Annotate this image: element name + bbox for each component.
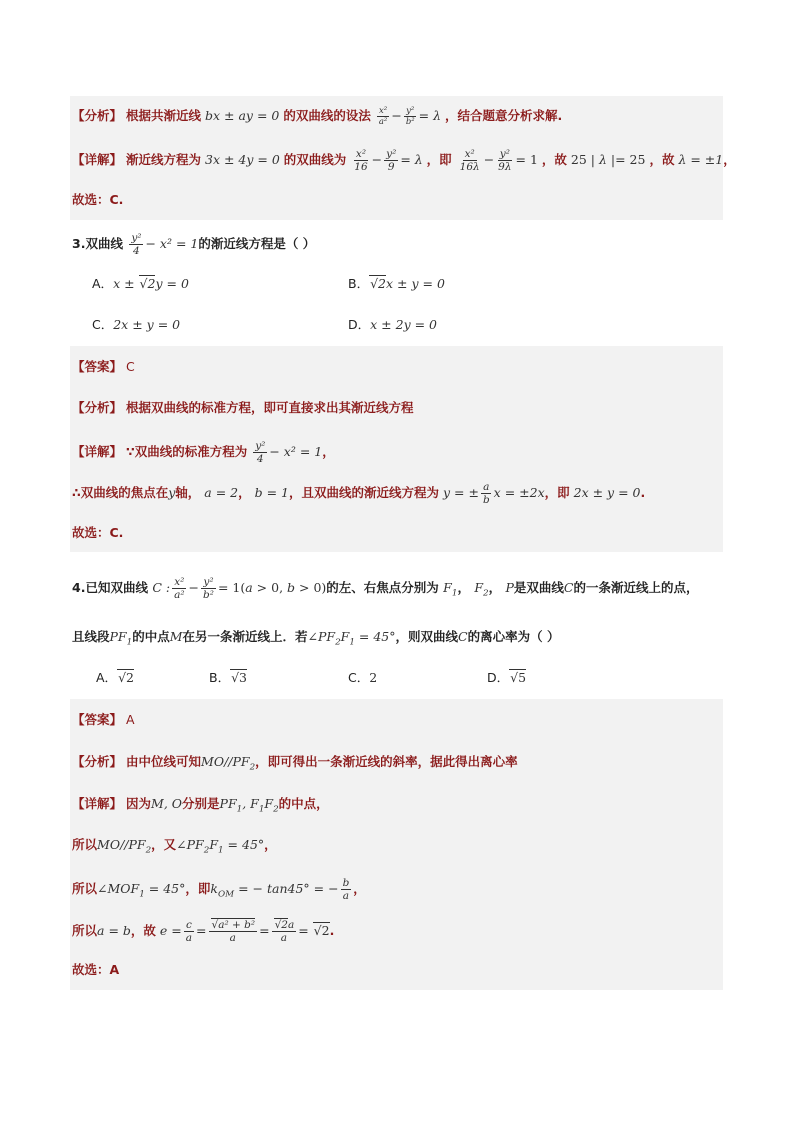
block1-choice: 故选：C.	[72, 192, 124, 207]
q3-option-c[interactable]: C．2x ± y = 0	[92, 317, 181, 332]
question-4-stem-2: 且线段$PF_1$的中点M在另一条渐近线上．若$\angle PF_2F_1 = 45^\circ$，则双曲线C的离心率为（ ）	[72, 629, 560, 648]
q3-choice: 故选：C.	[72, 525, 124, 540]
fraction: $\frac{\text{y²}}{9\lambda}$	[498, 148, 512, 173]
q4-option-c[interactable]: C．2	[348, 670, 378, 685]
q4-option-b[interactable]: B．√3	[209, 670, 247, 685]
question-3-stem: 3.双曲线 $\frac{\text{y²}}{4}$ − x² = 1的渐近线方程是（ ）	[72, 232, 316, 257]
fraction: $\frac{\text{y²}}{\text{b²}}$	[405, 106, 415, 127]
q3-option-b[interactable]: B．√2x ± y = 0	[348, 276, 445, 291]
q3-option-a[interactable]: A．x ± √2y = 0	[92, 276, 189, 291]
fraction: $\frac{\text{x²}}{\text{a²}}$	[378, 106, 388, 127]
q3-detail-line-2: ∴双曲线的焦点在y轴， a = 2， b = 1，且双曲线的渐近线方程为 y = ± $\frac{a}{b}$ x = ±2x，即 2x ± y = 0.	[72, 481, 646, 506]
fraction: $\frac{b}{a}$	[342, 877, 350, 902]
fraction: $\frac{√2a}{a}$	[272, 919, 297, 944]
detail-label: 【详解】	[72, 152, 123, 167]
q4-analysis-line: 【分析】 由中位线可知$MO//PF_2$，即可得出一条渐近线的斜率，据此得出离心率	[72, 754, 518, 773]
fraction: $\frac{\text{√a² + b²}}{a}$	[209, 919, 258, 944]
block1-analysis-line: 【分析】 根据共渐近线 bx ± ay = 0 的双曲线的设法 $\frac{\text{x²}}{\text{a²}}$ − $\frac{\text{y²}}{\text{b²}}$ = λ ，结合题意分析求解.	[72, 106, 563, 127]
fraction: $\frac{c}{a}$	[185, 919, 193, 944]
q4-detail-line-4: 所以a = b，故 e = $\frac{c}{a}$ = $\frac{\text{√a² + b²}}{a}$ = $\frac{√2a}{a}$ = √2.	[72, 919, 335, 944]
analysis-label: 【分析】	[72, 108, 123, 123]
q3-answer: C	[126, 359, 135, 374]
q3-detail-line: 【详解】 ∵双曲线的标准方程为 $\frac{\text{y²}}{4}$ − x² = 1，	[72, 440, 335, 465]
formula: 3x ± 4y = 0	[205, 152, 280, 167]
q4-detail-line-3: 所以$\angle MOF_1 = 45^\circ$，即$k_{OM}$ = − tan45° = − $\frac{b}{a}$ ，	[72, 877, 366, 902]
q3-option-d[interactable]: D．x ± 2y = 0	[348, 317, 437, 332]
fraction: $\frac{\text{y²}}{9}$	[386, 148, 397, 173]
fraction: $\frac{\text{y²}}{\text{b²}}$	[203, 576, 214, 601]
q4-answer-line: 【答案】 A	[72, 712, 135, 727]
fraction: $\frac{\text{x²}}{\text{a²}}$	[174, 576, 185, 601]
block1-detail-line: 【详解】 渐近线方程为 3x ± 4y = 0 的双曲线为 $\frac{\text{x²}}{16}$ − $\frac{\text{y²}}{9}$ = λ ，即 $\frac{\text{x²}}{16\lambda}$ − $\frac{\text{y²}}{9\lambda}$ = 1 ，故 25 | λ |= 25 ，故 λ = ±1，	[72, 148, 736, 173]
q3-answer-line: 【答案】 C	[72, 359, 135, 374]
formula: bx ± ay = 0	[205, 108, 280, 123]
fraction: $\frac{a}{b}$	[482, 481, 490, 506]
q4-choice: 故选：A	[72, 962, 120, 977]
q3-analysis-line: 【分析】 根据双曲线的标准方程，即可直接求出其渐近线方程	[72, 400, 414, 415]
q4-detail-line-2: 所以$MO//PF_2$，又$\angle PF_2F_1 = 45^\circ$，	[72, 837, 277, 856]
q4-option-d[interactable]: D．√5	[487, 670, 527, 685]
fraction: $\frac{\text{y²}}{4}$	[131, 232, 142, 257]
q4-answer: A	[126, 712, 135, 727]
q4-detail-line: 【详解】 因为M, O分别是$PF_1$, $F_1F_2$的中点，	[72, 796, 329, 815]
question-4-stem: 4.已知双曲线 C : $\frac{\text{x²}}{\text{a²}}$ − $\frac{\text{y²}}{\text{b²}}$ = 1(a > 0, b > 0)的左、右焦点分别为 $F_1$， $F_2$， P是双曲线C的一条渐近线上的点，	[72, 576, 699, 601]
fraction: $\frac{\text{y²}}{4}$	[255, 440, 266, 465]
fraction: $\frac{\text{x²}}{16\lambda}$	[459, 148, 480, 173]
q4-option-a[interactable]: A．√2	[96, 670, 134, 685]
fraction: $\frac{\text{x²}}{16}$	[354, 148, 368, 173]
